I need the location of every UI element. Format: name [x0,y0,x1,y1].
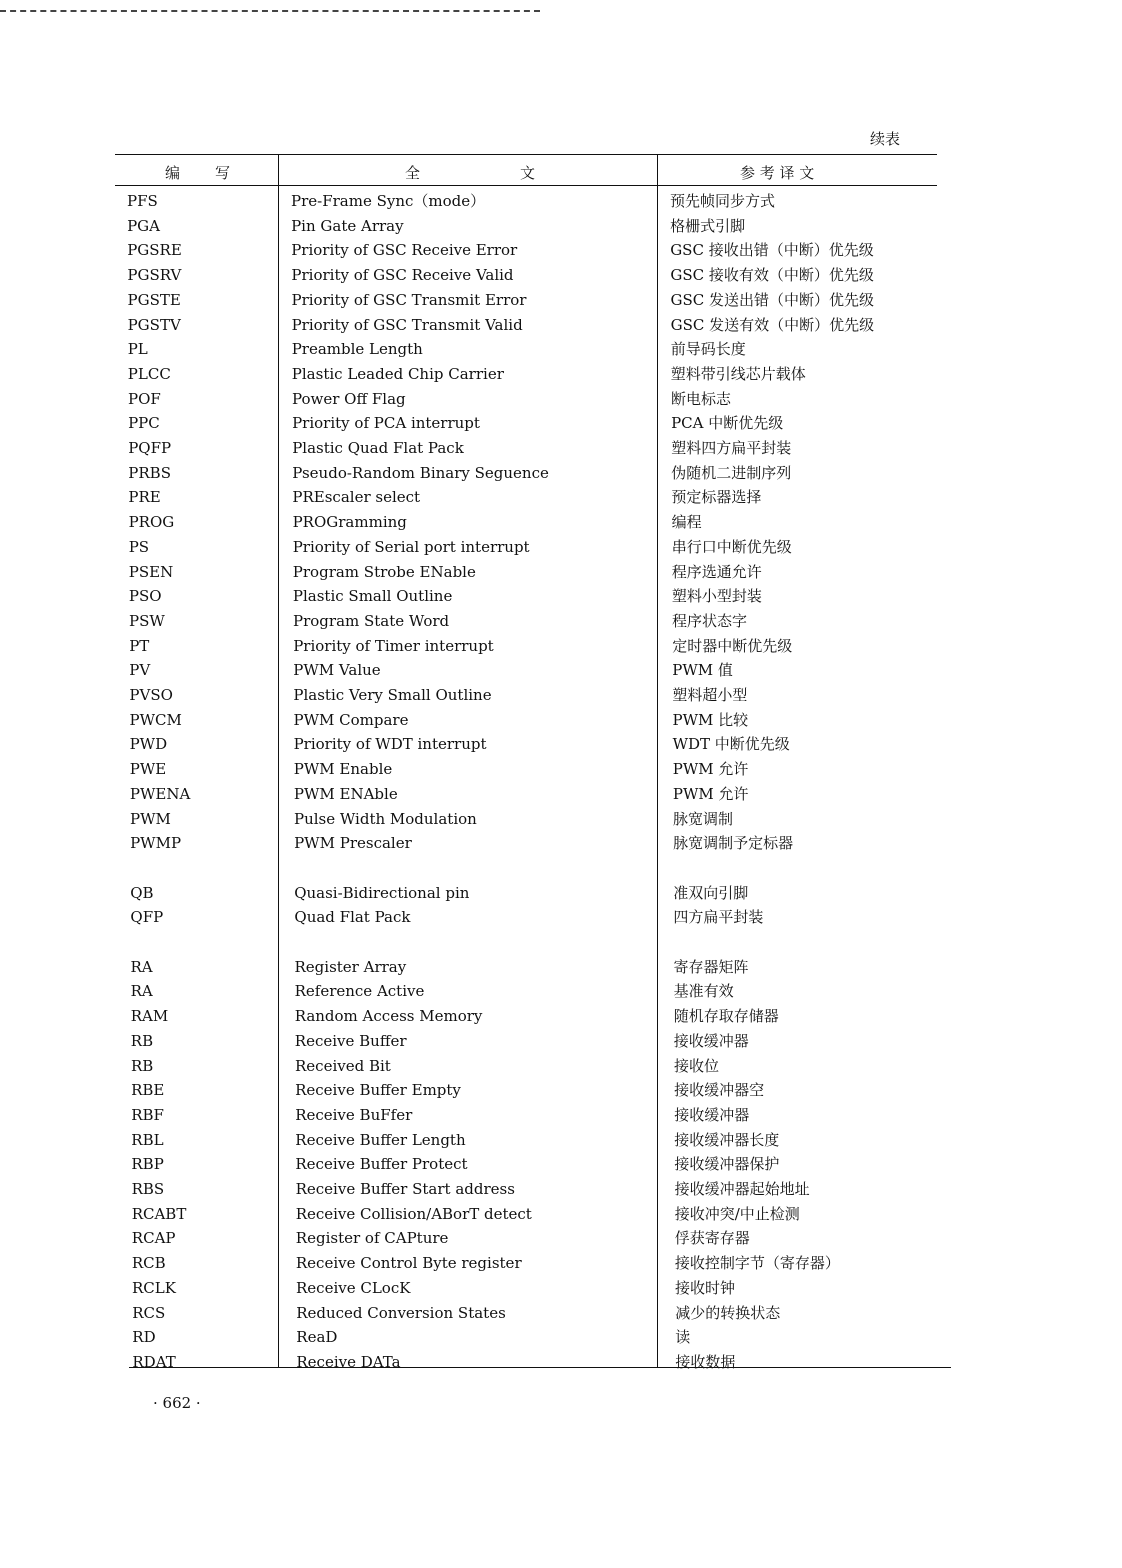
abbreviation-cell: PPC [128,414,160,433]
full-text-cell: Receive Buffer Protect [295,1155,468,1174]
full-text-cell: Priority of WDT interrupt [293,735,487,754]
table-row [115,1301,951,1325]
table-row [115,560,951,584]
full-text-cell: PWM Enable [293,760,393,779]
abbreviation-cell: PWMP [130,834,182,853]
table-row [115,313,951,337]
full-text-cell: Receive CLocK [296,1278,411,1297]
abbreviation-cell: RB [131,1056,154,1075]
table-row [115,1226,951,1250]
translation-cell: 减少的转换状态 [675,1303,781,1322]
translation-cell: 接收缓冲器起始地址 [674,1180,810,1198]
table-top-rule [115,154,937,155]
table-row [115,1325,951,1349]
table-row [115,1177,951,1201]
table-row [115,757,951,781]
table-row [115,831,951,855]
full-text-cell: Quasi-Bidirectional pin [294,883,470,902]
full-text-cell: Receive Buffer Empty [295,1081,461,1100]
full-text-cell: PWM Prescaler [294,834,412,853]
translation-cell: GSC 接收有效（中断）优先级 [670,266,874,285]
table-row [115,683,951,707]
translation-cell: 接收缓冲器长度 [674,1130,780,1149]
full-text-cell: Receive Buffer Length [295,1130,466,1149]
table-row [115,387,951,411]
abbreviation-cell: PROG [128,513,175,532]
abbreviation-cell: RBS [131,1180,165,1198]
table-row [115,288,951,312]
translation-cell: 塑料带引线芯片载体 [670,364,806,383]
full-text-cell: Pre-Frame Sync（mode） [291,192,486,210]
full-text-cell: Priority of Timer interrupt [293,636,494,655]
translation-cell: 接收时钟 [675,1278,736,1297]
table-row [115,979,951,1003]
table-row [115,337,951,361]
table-row [115,436,951,460]
abbreviation-cell: PGSRE [127,241,182,260]
translation-cell: 接收缓冲器保护 [674,1155,780,1174]
translation-cell: 断电标志 [671,389,732,408]
translation-cell: 编程 [671,513,702,532]
translation-cell: GSC 接收出错（中断）优先级 [670,241,874,260]
translation-cell: 脉宽调制 [673,809,734,828]
abbreviation-cell: RB [130,1031,154,1050]
full-text-cell: Receive BuFfer [295,1105,413,1124]
abbreviation-cell: PRE [128,488,161,507]
table-row [115,881,951,905]
full-text-cell: Quad Flat Pack [294,908,411,927]
table-row [115,1202,951,1226]
continued-label: 续表 [870,130,901,148]
translation-cell: PWM 允许 [672,784,749,803]
full-text-cell: Plastic Leaded Chip Carrier [291,364,504,383]
header-abbr: 写 [215,164,231,182]
abbreviation-cell: PT [129,636,150,655]
full-text-cell: Reduced Conversion States [296,1303,506,1322]
table-row [115,535,951,559]
full-text-cell: PREscaler select [292,488,421,507]
abbreviation-cell: RCB [131,1254,166,1273]
translation-cell: 接收缓冲器 [674,1105,750,1124]
abbreviation-cell: PWCM [129,710,182,729]
abbreviation-cell: PRBS [128,463,171,482]
translation-cell: 接收控制字节（寄存器） [674,1254,840,1273]
full-text-cell: Power Off Flag [292,389,406,408]
full-text-cell: PWM ENAble [293,784,398,803]
translation-cell: 寄存器矩阵 [673,957,749,976]
abbreviation-cell: RBF [131,1105,164,1124]
page-number: · 662 · [153,1394,201,1412]
table-header-rule [115,185,937,186]
full-text-cell: Priority of PCA interrupt [292,414,480,433]
table-row [115,1152,951,1176]
translation-cell: 串行口中断优先级 [671,537,792,556]
translation-cell: PCA 中断优先级 [671,414,784,433]
translation-cell: PWM 允许 [672,760,749,779]
table-row [115,1128,951,1152]
header-full-text: 文 [520,164,536,182]
abbreviation-cell: PGSRV [127,266,182,285]
translation-cell: 基准有效 [673,982,734,1001]
abbreviation-cell: POF [128,389,161,408]
full-text-cell: Receive Control Byte register [295,1254,522,1273]
abbreviation-cell: RBP [131,1155,164,1174]
translation-cell: 接收缓冲器空 [674,1081,765,1100]
table-row [115,1054,951,1078]
translation-cell: 准双向引脚 [673,883,749,902]
abbreviation-cell: PQFP [128,439,172,457]
translation-cell: 伪随机二进制序列 [671,463,792,482]
table-row [115,782,951,806]
abbreviation-cell: RCS [132,1303,166,1322]
table-row [115,634,951,658]
translation-cell: 程序选通允许 [671,562,762,581]
full-text-cell: Preamble Length [291,340,423,359]
abbreviation-cell: PS [128,537,150,556]
abbreviation-cell: PV [129,661,151,680]
abbreviation-cell: RCABT [131,1204,187,1223]
full-text-cell: Program Strobe ENable [292,562,476,581]
translation-cell: 塑料小型封装 [671,587,762,606]
full-text-cell: PWM Value [293,661,381,680]
translation-cell: 接收冲突/中止检测 [674,1204,800,1223]
full-text-cell: Receive Collision/ABorT detect [295,1204,532,1223]
translation-cell: 预先帧同步方式 [670,192,776,210]
abbreviation-cell: PWD [129,735,168,754]
table-row [115,411,951,435]
full-text-cell: Priority of Serial port interrupt [292,537,530,556]
table-row [115,1004,951,1028]
full-text-cell: Priority of GSC Receive Valid [291,266,514,285]
table-row [115,362,951,386]
full-text-cell: Plastic Quad Flat Pack [292,439,464,457]
table-row [115,238,951,262]
abbreviation-cell: RBL [131,1130,164,1149]
abbreviation-cell: PSEN [128,562,174,581]
full-text-cell: Pin Gate Array [291,216,404,235]
abbreviation-cell: RAM [130,1007,169,1026]
abbreviation-cell: RDAT [132,1352,176,1371]
abbreviation-cell: PL [127,340,148,359]
translation-cell: 塑料四方扁平封装 [671,439,792,457]
full-text-cell: Received Bit [295,1056,391,1075]
full-text-cell: Receive Buffer [294,1031,407,1050]
abbreviation-cell: PGSTV [127,315,181,334]
full-text-cell: PROGramming [292,513,407,532]
full-text-cell: PWM Compare [293,710,409,729]
full-text-cell: Priority of GSC Transmit Valid [291,315,523,334]
table-bottom-rule [129,1367,951,1368]
header-full-text: 全 [405,164,421,182]
full-text-cell: Receive Buffer Start address [295,1180,515,1198]
translation-cell: 接收位 [674,1056,720,1075]
table-row [115,510,951,534]
full-text-cell: Random Access Memory [294,1007,483,1026]
translation-cell: WDT 中断优先级 [672,735,790,754]
table-row [115,214,951,238]
header-translation: 参 考 译 文 [740,164,815,182]
table-row [115,732,951,756]
full-text-cell: Receive DATa [296,1352,401,1371]
table-row [115,1251,951,1275]
full-text-cell: Pseudo-Random Binary Seguence [292,463,549,482]
abbreviation-cell: QFP [130,908,164,927]
table-row [115,1029,951,1053]
full-text-cell: Priority of GSC Transmit Error [291,290,527,309]
translation-cell: 四方扁平封装 [673,908,764,927]
full-text-cell: Pulse Width Modulation [294,809,477,828]
table-row [115,708,951,732]
header-abbr: 编 [165,164,181,182]
translation-cell: PWM 比较 [672,710,749,729]
abbreviation-cell: PWENA [129,784,191,803]
translation-cell: 接收数据 [675,1352,736,1371]
translation-cell: PWM 值 [672,661,733,680]
abbreviation-cell: PFS [127,192,158,210]
abbreviation-cell: PLCC [127,364,171,383]
translation-cell: 格栅式引脚 [670,216,746,235]
table-row [115,485,951,509]
table-row [115,1350,951,1374]
scan-top-dashes [0,10,540,12]
full-text-cell: Register Array [294,957,407,976]
translation-cell: 俘获寄存器 [674,1229,750,1248]
translation-cell: 前导码长度 [670,340,746,359]
abbreviation-cell: PWE [129,760,167,779]
abbreviation-cell: RCAP [131,1229,176,1248]
full-text-cell: Register of CAPture [295,1229,449,1248]
translation-cell: 塑料超小型 [672,686,748,704]
abbreviation-cell: RA [130,982,153,1001]
full-text-cell: Plastic Small Outline [292,587,453,606]
abbreviation-cell: PGSTE [127,290,181,309]
table-row [115,263,951,287]
abbreviation-cell: RCLK [132,1278,176,1297]
abbreviation-cell: RA [130,957,153,976]
abbreviation-cell: PGA [127,216,161,235]
full-text-cell: Plastic Very Small Outline [293,686,492,704]
table-row [115,1103,951,1127]
translation-cell: 接收缓冲器 [673,1031,749,1050]
full-text-cell: ReaD [296,1328,338,1347]
translation-cell: GSC 发送出错（中断）优先级 [670,290,875,309]
translation-cell: 脉宽调制予定标器 [673,834,794,853]
translation-cell: 定时器中断优先级 [672,636,793,655]
abbreviation-cell: PSO [128,587,162,606]
translation-cell: 预定标器选择 [671,488,762,507]
table-row [115,807,951,831]
translation-cell: GSC 发送有效（中断）优先级 [670,315,875,334]
translation-cell: 读 [675,1328,691,1347]
table-row [115,189,951,213]
full-text-cell: Program State Word [293,611,450,630]
translation-cell: 随机存取存储器 [673,1007,779,1026]
table-row [115,1078,951,1102]
table-row [115,609,951,633]
table-row [115,461,951,485]
table-row [115,955,951,979]
table-row [115,1276,951,1300]
full-text-cell: Priority of GSC Receive Error [291,241,518,260]
abbreviation-cell: RBE [131,1081,165,1100]
abbreviation-cell: PSW [129,611,165,630]
abbreviation-cell: PVSO [129,686,173,704]
abbreviation-cell: QB [130,883,154,902]
abbreviation-cell: RD [132,1328,156,1347]
full-text-cell: Reference Active [294,982,425,1001]
table-row [115,905,951,929]
table-row [115,658,951,682]
translation-cell: 程序状态字 [672,611,748,630]
table-row [115,584,951,608]
abbreviation-cell: PWM [130,809,171,828]
